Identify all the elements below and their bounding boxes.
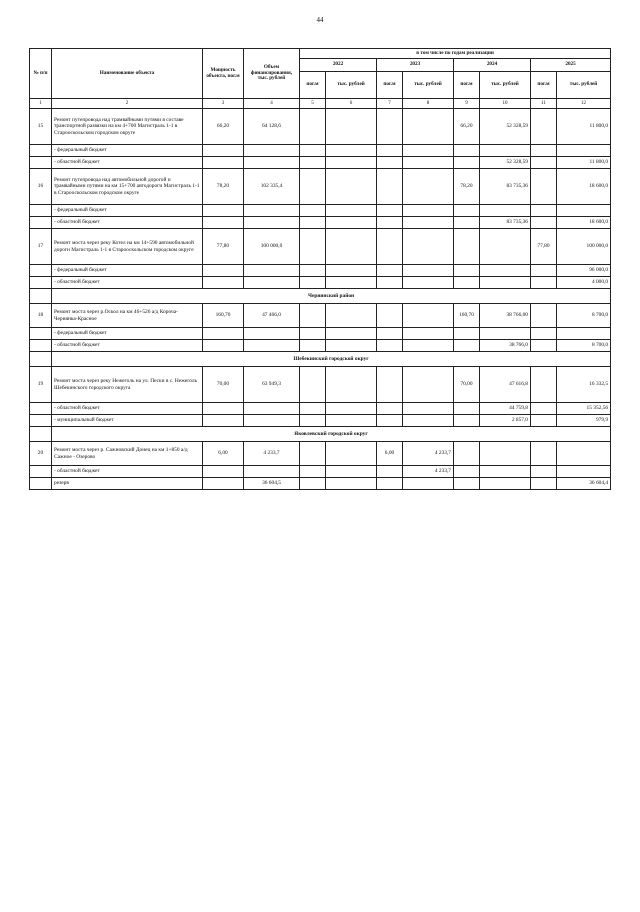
cell-y23l	[377, 217, 403, 229]
cell-y25l: 77,80	[531, 229, 557, 265]
row-number: 17	[30, 229, 52, 265]
cell-y24l: 160,70	[454, 304, 480, 328]
column-index: 6	[326, 99, 377, 109]
cell-y25l	[531, 328, 557, 340]
cell-y23l	[377, 265, 403, 277]
table-row	[30, 466, 611, 478]
header-capacity: Мощность объекта, пог.м	[203, 49, 244, 99]
row-number: 15	[30, 109, 52, 145]
cell-y24s	[480, 442, 531, 466]
cell-y24l	[454, 478, 480, 490]
cell-y25s: 8 700,0	[557, 304, 611, 328]
cell-y22l	[300, 109, 326, 145]
cell-y23l	[377, 466, 403, 478]
cell-y23l	[377, 205, 403, 217]
cell-y25l	[531, 304, 557, 328]
cell-y23s	[403, 205, 454, 217]
reserve-label: резерв	[52, 478, 203, 490]
cell-y24s	[480, 229, 531, 265]
page-number: 44	[316, 16, 324, 24]
cell-y24s: 47 616,8	[480, 367, 531, 403]
row-number: 16	[30, 169, 52, 205]
cell-cap	[203, 265, 244, 277]
cell-y22l	[300, 478, 326, 490]
budget-source: - областной бюджет	[52, 340, 203, 352]
table-row	[30, 328, 611, 340]
table-row	[30, 229, 611, 265]
cell-y23s	[403, 304, 454, 328]
cell-y23s	[403, 415, 454, 427]
column-index: 11	[531, 99, 557, 109]
cell-cap	[203, 466, 244, 478]
cell-cap	[203, 145, 244, 157]
budget-source: - федеральный бюджет	[52, 265, 203, 277]
table-row	[30, 277, 611, 289]
cell-y24s	[480, 478, 531, 490]
cell-y25l	[531, 442, 557, 466]
cell-cap	[203, 217, 244, 229]
cell-y23s	[403, 328, 454, 340]
row-number: 20	[30, 442, 52, 466]
cell-y22l	[300, 265, 326, 277]
cell-y23s	[403, 478, 454, 490]
cell-y25s	[557, 442, 611, 466]
cell-y25l	[531, 403, 557, 415]
object-name: Ремонт моста через р.Оскол на км 46+526 а/д Короча-Чернянка-Красное	[52, 304, 203, 328]
cell-y23s	[403, 403, 454, 415]
table-row	[30, 145, 611, 157]
cell-y24l	[454, 328, 480, 340]
cell-vol	[244, 328, 300, 340]
row-number-cell	[30, 289, 52, 304]
column-index: 9	[454, 99, 480, 109]
cell-y22s	[326, 145, 377, 157]
header-sub-length: пог.м	[377, 72, 403, 99]
budget-source: - областной бюджет	[52, 157, 203, 169]
cell-y23l	[377, 415, 403, 427]
cell-y23l	[377, 145, 403, 157]
row-number-cell	[30, 205, 52, 217]
cell-y22s	[326, 304, 377, 328]
cell-y23s	[403, 217, 454, 229]
cell-y25s: 96 000,0	[557, 265, 611, 277]
section-title: Чернянский район	[52, 289, 611, 304]
cell-y23s	[403, 169, 454, 205]
cell-vol	[244, 277, 300, 289]
section-title: Яковлевский городской округ	[52, 427, 611, 442]
cell-vol	[244, 145, 300, 157]
cell-cap	[203, 277, 244, 289]
cell-y25s	[557, 205, 611, 217]
cell-y25s: 15 352,56	[557, 403, 611, 415]
cell-y23l	[377, 367, 403, 403]
object-name: Ремонт моста через реку Нежеголь на ул. Пески в с. Нежеголь Шебекинского городского округа	[52, 367, 203, 403]
cell-y23l	[377, 328, 403, 340]
table-row	[30, 304, 611, 328]
cell-vol	[244, 466, 300, 478]
cell-y22l	[300, 367, 326, 403]
table-row	[30, 265, 611, 277]
cell-y25l	[531, 169, 557, 205]
header-no: № п/п	[30, 49, 52, 99]
row-number: 18	[30, 304, 52, 328]
column-index: 1	[30, 99, 52, 109]
header-sub-sum: тыс. рублей	[326, 72, 377, 99]
cell-cap	[203, 205, 244, 217]
row-number-cell	[30, 466, 52, 478]
cell-y25s: 36 604,4	[557, 478, 611, 490]
row-number-cell	[30, 328, 52, 340]
row-number-cell	[30, 217, 52, 229]
cell-y22s	[326, 367, 377, 403]
object-name: Ремонт путепровода над автомобильной дорогой и трамвайными путями на км 15+700 автодороги Магистраль 1-1 в Старооскольском городском округе	[52, 169, 203, 205]
cell-y22l	[300, 415, 326, 427]
cell-y25l	[531, 478, 557, 490]
cell-vol: 36 604,5	[244, 478, 300, 490]
column-index: 8	[403, 99, 454, 109]
cell-cap	[203, 328, 244, 340]
cell-y22s	[326, 229, 377, 265]
row-number-cell	[30, 352, 52, 367]
cell-y23s	[403, 367, 454, 403]
budget-source: - областной бюджет	[52, 403, 203, 415]
column-index: 5	[300, 99, 326, 109]
cell-y24s: 83 735,36	[480, 217, 531, 229]
cell-y24s	[480, 145, 531, 157]
column-index: 3	[203, 99, 244, 109]
row-number-cell	[30, 478, 52, 490]
cell-y22s	[326, 205, 377, 217]
cell-y22s	[326, 109, 377, 145]
cell-y23s	[403, 229, 454, 265]
cell-y25s	[557, 145, 611, 157]
cell-y24s: 52 328,59	[480, 109, 531, 145]
cell-cap	[203, 403, 244, 415]
cell-y22l	[300, 304, 326, 328]
cell-y22s	[326, 466, 377, 478]
cell-y24s: 2 857,0	[480, 415, 531, 427]
header-sub-length: пог.м	[300, 72, 326, 99]
cell-y25l	[531, 277, 557, 289]
cell-y24s: 83 735,36	[480, 169, 531, 205]
row-number-cell	[30, 157, 52, 169]
cell-y24l	[454, 403, 480, 415]
cell-y24l: 70,00	[454, 367, 480, 403]
table-row	[30, 367, 611, 403]
header-name: Наименование объекта	[52, 49, 203, 99]
cell-y22l	[300, 328, 326, 340]
column-index: 7	[377, 99, 403, 109]
cell-y23l	[377, 403, 403, 415]
cell-cap: 160,70	[203, 304, 244, 328]
cell-y25l	[531, 466, 557, 478]
header-year-2023: 2023	[377, 59, 454, 72]
table-row	[30, 442, 611, 466]
cell-y24l	[454, 466, 480, 478]
row-number-cell	[30, 145, 52, 157]
cell-y22s	[326, 340, 377, 352]
section-title: Шебекинский городской округ	[52, 352, 611, 367]
header-year-2025: 2025	[531, 59, 611, 72]
cell-y23s	[403, 340, 454, 352]
cell-y22l	[300, 205, 326, 217]
cell-y25l	[531, 145, 557, 157]
cell-y25s: 979,9	[557, 415, 611, 427]
cell-y22s	[326, 328, 377, 340]
header-sub-length: пог.м	[531, 72, 557, 99]
table-row	[30, 427, 611, 442]
header-sub-sum: тыс. рублей	[480, 72, 531, 99]
cell-y23s: 4 233,7	[403, 442, 454, 466]
budget-source: - областной бюджет	[52, 466, 203, 478]
cell-y24s: 38 766,0	[480, 340, 531, 352]
cell-y22l	[300, 340, 326, 352]
cell-y24l	[454, 205, 480, 217]
cell-vol: 47 466,0	[244, 304, 300, 328]
cell-y24l	[454, 442, 480, 466]
cell-y24l	[454, 340, 480, 352]
row-number: 19	[30, 367, 52, 403]
cell-y23s	[403, 277, 454, 289]
cell-y25s: 8 700,0	[557, 340, 611, 352]
header-year-2024: 2024	[454, 59, 531, 72]
cell-y25l	[531, 415, 557, 427]
cell-y23l	[377, 169, 403, 205]
row-number-cell	[30, 277, 52, 289]
cell-y25s	[557, 328, 611, 340]
header-year-2022: 2022	[300, 59, 377, 72]
cell-y22s	[326, 169, 377, 205]
table-row	[30, 340, 611, 352]
cell-vol: 63 949,3	[244, 367, 300, 403]
cell-y23s	[403, 265, 454, 277]
cell-y22l	[300, 403, 326, 415]
cell-y23s: 4 233,7	[403, 466, 454, 478]
object-name: Ремонт моста через р. Сажновский Донец на км 1+850 а/д Сажное - Озерово	[52, 442, 203, 466]
cell-y23l	[377, 478, 403, 490]
table-row	[30, 169, 611, 205]
cell-y24l	[454, 229, 480, 265]
cell-y22s	[326, 442, 377, 466]
cell-y22l	[300, 229, 326, 265]
cell-y24l: 78,20	[454, 169, 480, 205]
cell-y25l	[531, 217, 557, 229]
table-row	[30, 403, 611, 415]
cell-vol	[244, 403, 300, 415]
budget-source: - федеральный бюджет	[52, 328, 203, 340]
cell-y22s	[326, 415, 377, 427]
cell-y25s: 16 332,5	[557, 367, 611, 403]
cell-y24l	[454, 157, 480, 169]
row-number-cell	[30, 340, 52, 352]
cell-y22l	[300, 442, 326, 466]
cell-y24l: 66,20	[454, 109, 480, 145]
cell-y22s	[326, 265, 377, 277]
cell-cap: 70,00	[203, 367, 244, 403]
object-name: Ремонт путепровода над трамвайными путями в составе транспортной развязки на км 4+700 Магистраль 1-1 в Старооскольском городском округе	[52, 109, 203, 145]
cell-y24s: 38 766,00	[480, 304, 531, 328]
cell-y25s: 18 600,0	[557, 169, 611, 205]
table-row	[30, 109, 611, 145]
column-index: 2	[52, 99, 203, 109]
cell-vol	[244, 217, 300, 229]
cell-y25s: 11 800,0	[557, 157, 611, 169]
cell-y23s	[403, 157, 454, 169]
column-index: 10	[480, 99, 531, 109]
cell-y22l	[300, 217, 326, 229]
budget-source: - федеральный бюджет	[52, 145, 203, 157]
cell-y25s: 18 600,0	[557, 217, 611, 229]
cell-y24s	[480, 328, 531, 340]
cell-y25l	[531, 340, 557, 352]
cell-y23l	[377, 157, 403, 169]
cell-y22s	[326, 217, 377, 229]
header-by-years: в том числе по годам реализации	[300, 49, 611, 59]
cell-y24s	[480, 205, 531, 217]
cell-y22l	[300, 466, 326, 478]
cell-y23l	[377, 109, 403, 145]
cell-vol	[244, 415, 300, 427]
cell-vol: 102 335,4	[244, 169, 300, 205]
cell-y25s	[557, 466, 611, 478]
cell-vol: 100 000,0	[244, 229, 300, 265]
cell-y24s: 44 759,8	[480, 403, 531, 415]
cell-y22l	[300, 157, 326, 169]
cell-y25l	[531, 367, 557, 403]
cell-y25s: 11 800,0	[557, 109, 611, 145]
cell-y25s: 100 000,0	[557, 229, 611, 265]
header-sub-length: пог.м	[454, 72, 480, 99]
cell-y23l	[377, 229, 403, 265]
row-number-cell	[30, 265, 52, 277]
cell-cap: 6,00	[203, 442, 244, 466]
cell-y24l	[454, 217, 480, 229]
cell-y24l	[454, 145, 480, 157]
header-sub-sum: тыс. рублей	[557, 72, 611, 99]
cell-y24s	[480, 265, 531, 277]
header-volume: Объем финансирования, тыс. рублей	[244, 49, 300, 99]
cell-y22s	[326, 157, 377, 169]
budget-source: - областной бюджет	[52, 277, 203, 289]
cell-y24s	[480, 277, 531, 289]
table-row	[30, 289, 611, 304]
cell-y25l	[531, 109, 557, 145]
cell-cap	[203, 157, 244, 169]
cell-y23l	[377, 304, 403, 328]
cell-y23l: 6,00	[377, 442, 403, 466]
table-row	[30, 352, 611, 367]
cell-y22s	[326, 277, 377, 289]
cell-y25l	[531, 265, 557, 277]
cell-cap: 77,80	[203, 229, 244, 265]
cell-y23s	[403, 109, 454, 145]
financing-table	[29, 48, 611, 490]
cell-y25l	[531, 157, 557, 169]
cell-cap	[203, 415, 244, 427]
cell-y23l	[377, 340, 403, 352]
cell-cap	[203, 478, 244, 490]
cell-vol	[244, 340, 300, 352]
cell-y22s	[326, 478, 377, 490]
budget-source: - областной бюджет	[52, 217, 203, 229]
cell-y25s: 4 000,0	[557, 277, 611, 289]
object-name: Ремонт моста через реку Котел на км 14+590 автомобильной дороги Магистраль 1-1 в Старооскольском городском округе	[52, 229, 203, 265]
budget-source: - федеральный бюджет	[52, 205, 203, 217]
column-index: 4	[244, 99, 300, 109]
cell-y22l	[300, 145, 326, 157]
cell-y24s: 52 328,59	[480, 157, 531, 169]
cell-y22l	[300, 277, 326, 289]
table-row	[30, 157, 611, 169]
cell-cap: 66,20	[203, 109, 244, 145]
cell-vol	[244, 157, 300, 169]
column-index: 12	[557, 99, 611, 109]
cell-y24s	[480, 466, 531, 478]
cell-y25l	[531, 205, 557, 217]
cell-cap	[203, 340, 244, 352]
cell-y22l	[300, 169, 326, 205]
cell-y24l	[454, 277, 480, 289]
table-row	[30, 478, 611, 490]
cell-y24l	[454, 265, 480, 277]
cell-y22s	[326, 403, 377, 415]
cell-y23s	[403, 145, 454, 157]
cell-y23l	[377, 277, 403, 289]
cell-vol: 64 128,6	[244, 109, 300, 145]
cell-vol	[244, 265, 300, 277]
row-number-cell	[30, 427, 52, 442]
budget-source: - муниципальный бюджет	[52, 415, 203, 427]
cell-vol	[244, 205, 300, 217]
cell-cap: 78,20	[203, 169, 244, 205]
table-row	[30, 415, 611, 427]
table-row	[30, 217, 611, 229]
row-number-cell	[30, 403, 52, 415]
cell-y24l	[454, 415, 480, 427]
header-sub-sum: тыс. рублей	[403, 72, 454, 99]
table-row	[30, 205, 611, 217]
row-number-cell	[30, 415, 52, 427]
cell-vol: 4 233,7	[244, 442, 300, 466]
